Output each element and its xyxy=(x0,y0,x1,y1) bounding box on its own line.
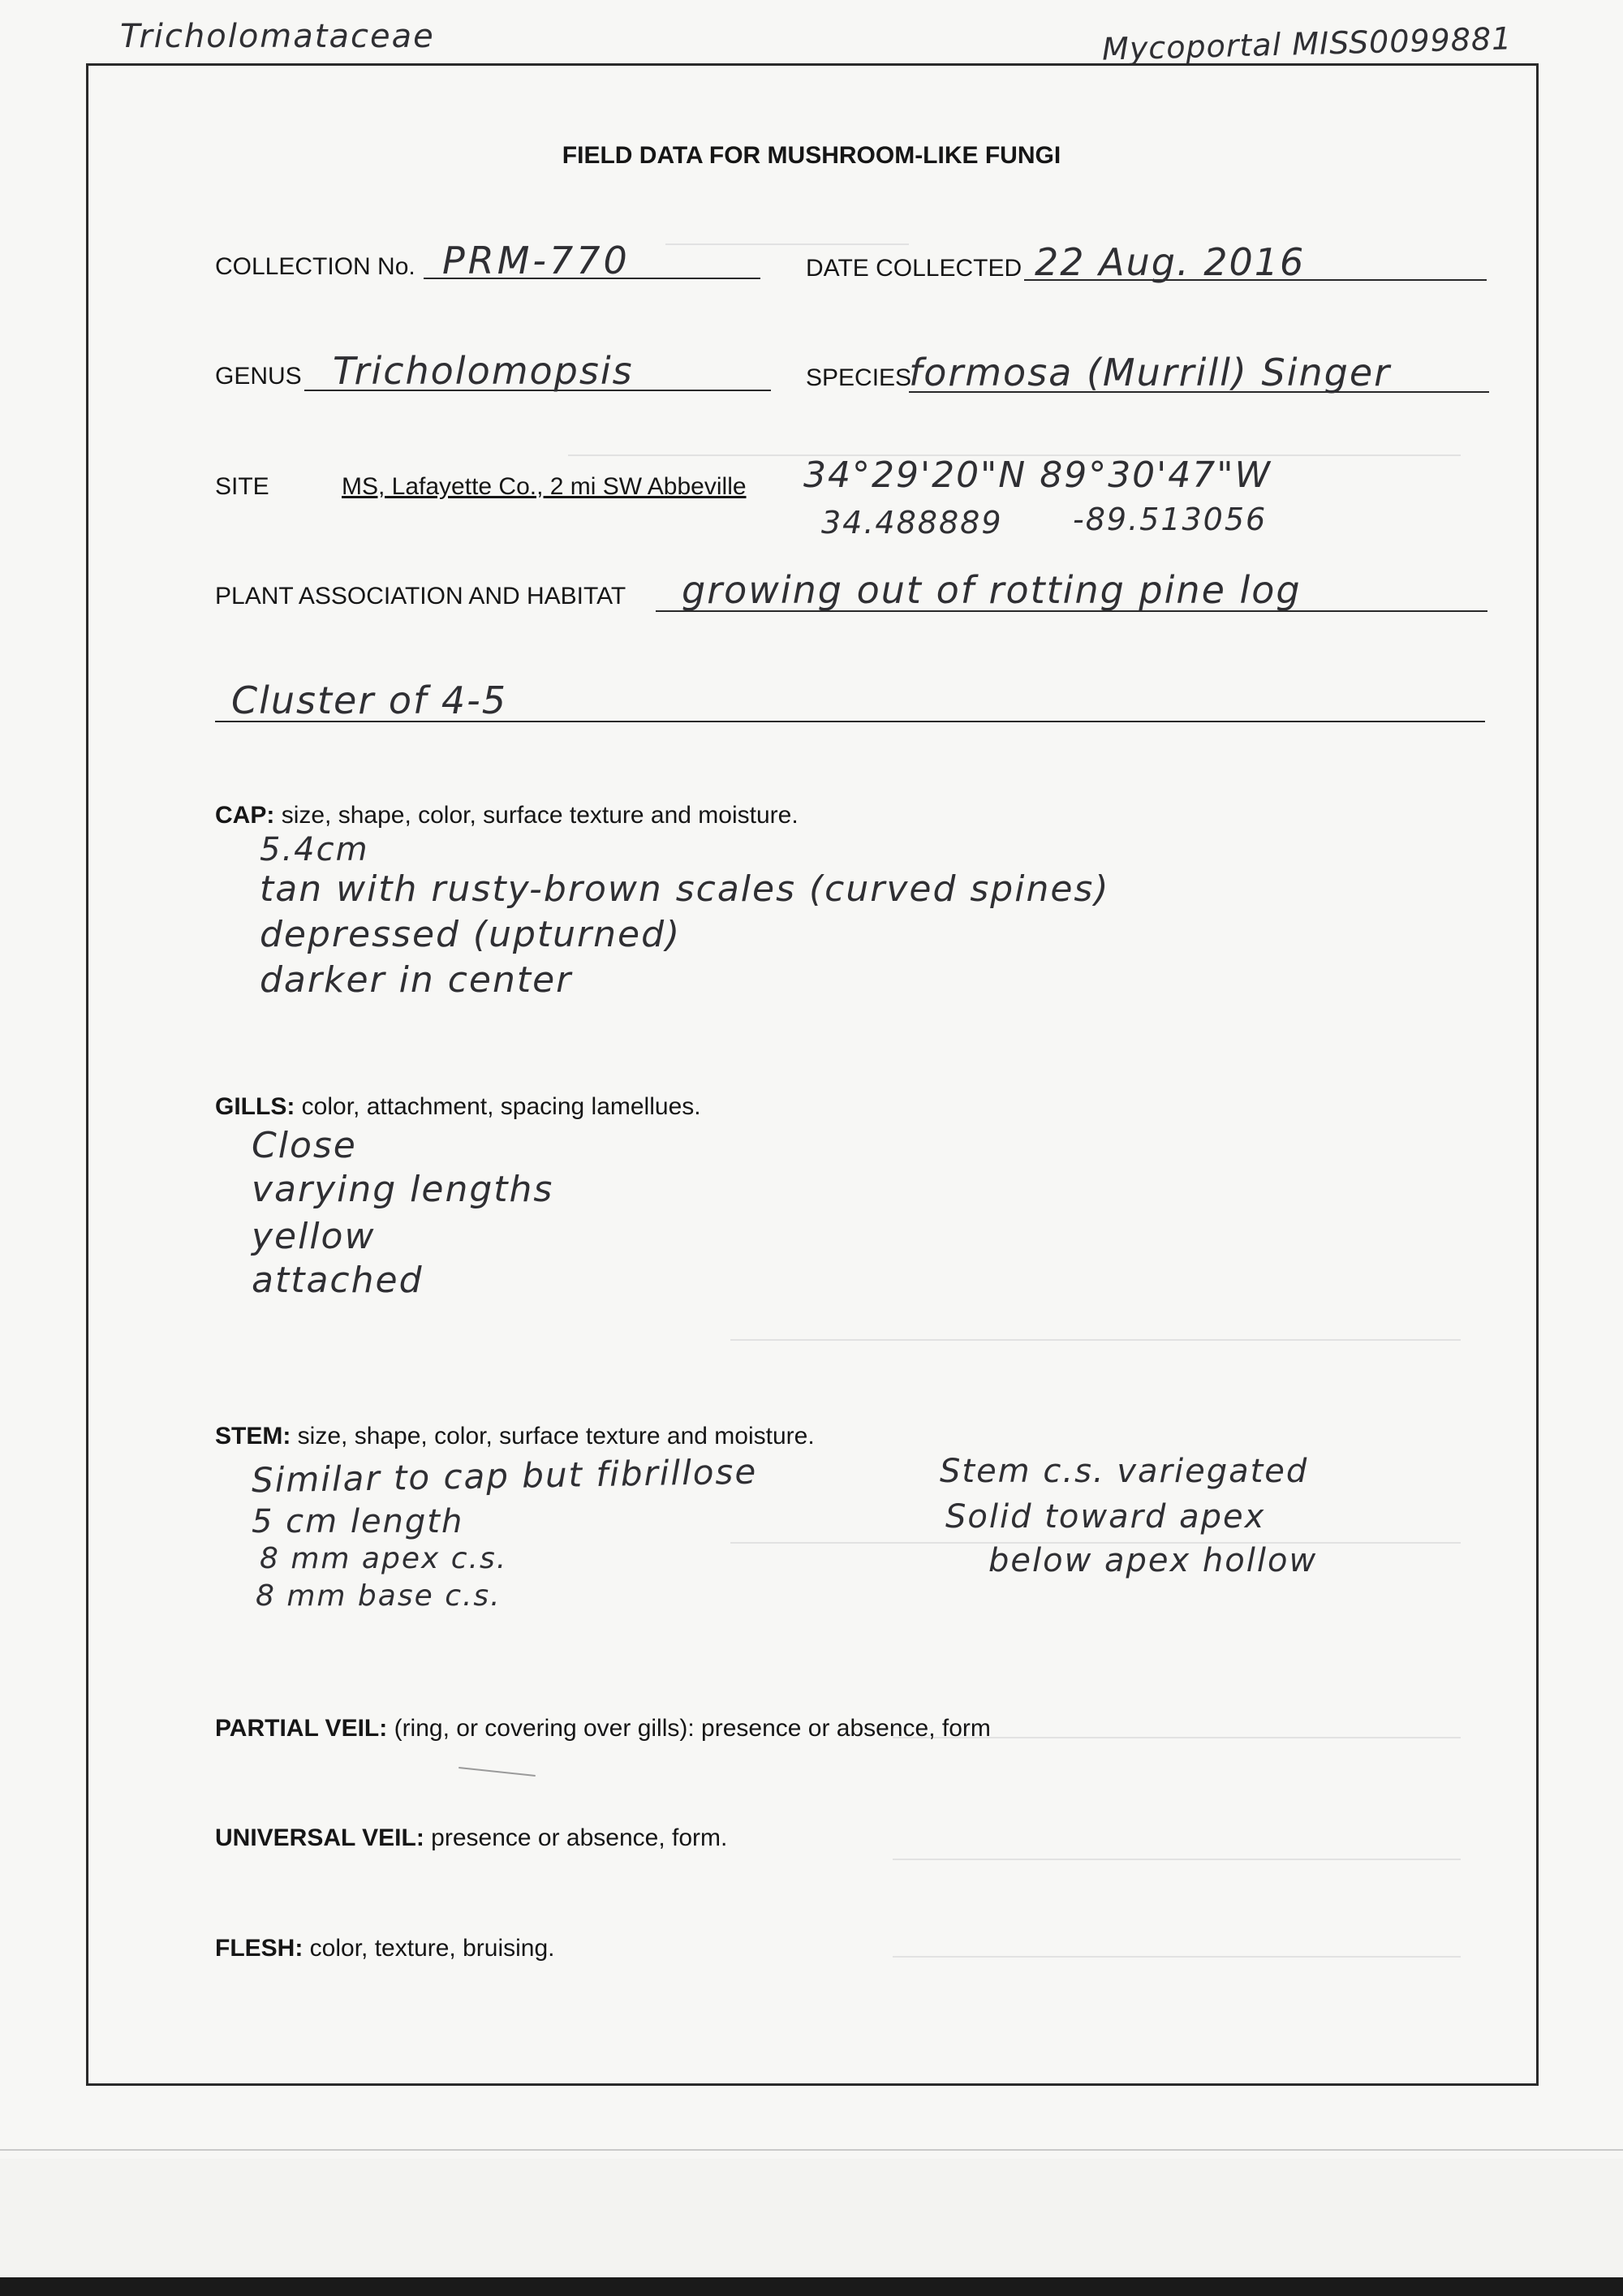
gills-label: GILLS: xyxy=(215,1093,295,1120)
cap-heading xyxy=(215,802,799,829)
stem-label: STEM: xyxy=(215,1423,291,1450)
partial-veil-label: PARTIAL VEIL: xyxy=(215,1715,388,1742)
gills-note-lengths: varying lengths xyxy=(252,1169,554,1210)
genus-value: Tricholomopsis xyxy=(333,349,634,393)
scanner-bottom-bar xyxy=(0,2277,1623,2296)
cap-note-shape: depressed (upturned) xyxy=(260,914,682,955)
habitat-value: growing out of rotting pine log xyxy=(682,568,1302,612)
gills-note-spacing: Close xyxy=(252,1125,357,1166)
stem-heading xyxy=(215,1423,815,1450)
gills-heading xyxy=(215,1093,701,1121)
flesh-description: color, texture, bruising. xyxy=(309,1935,555,1962)
cap-note-size: 5.4cm xyxy=(260,831,369,868)
partial-veil-heading xyxy=(215,1715,991,1742)
genus-label: GENUS xyxy=(215,363,302,390)
flesh-label: FLESH: xyxy=(215,1935,304,1962)
cap-note-color: tan with rusty-brown scales (curved spines) xyxy=(260,868,1110,910)
gills-note-attachment: attached xyxy=(252,1260,424,1301)
gills-description: color, attachment, spacing lamellues. xyxy=(301,1093,701,1120)
catalog-number-annotation: Mycoportal MISS0099881 xyxy=(1101,20,1513,67)
gills-note-color: yellow xyxy=(252,1216,376,1257)
stem-note-texture: Similar to cap but fibrillose xyxy=(251,1451,758,1501)
stem-note-solid: Solid toward apex xyxy=(945,1498,1266,1536)
collection-number-label: COLLECTION No. xyxy=(215,253,415,280)
form-title: FIELD DATA FOR MUSHROOM-LIKE FUNGI xyxy=(562,142,1061,169)
cap-note-center: darker in center xyxy=(260,959,573,1001)
cap-description: size, shape, color, surface texture and moisture. xyxy=(281,802,799,829)
collection-number-value: PRM-770 xyxy=(442,239,631,282)
site-coordinates-dms: 34°29'20"N 89°30'47"W xyxy=(803,454,1272,496)
stem-description: size, shape, color, surface texture and moisture. xyxy=(297,1423,815,1450)
site-coordinates-longitude: -89.513056 xyxy=(1073,502,1268,537)
site-value: MS, Lafayette Co., 2 mi SW Abbeville xyxy=(342,473,747,500)
stem-note-hollow: below apex hollow xyxy=(988,1542,1318,1579)
partial-veil-description: (ring, or covering over gills): presence or absence, form xyxy=(394,1715,991,1742)
universal-veil-heading xyxy=(215,1824,727,1852)
stem-note-base: 8 mm base c.s. xyxy=(256,1579,502,1613)
date-collected-value: 22 Aug. 2016 xyxy=(1035,240,1306,284)
habitat-label: PLANT ASSOCIATION AND HABITAT xyxy=(215,583,626,610)
family-annotation: Tricholomataceae xyxy=(120,18,435,55)
universal-veil-description: presence or absence, form. xyxy=(431,1824,728,1851)
habitat-note: Cluster of 4-5 xyxy=(231,678,507,722)
universal-veil-label: UNIVERSAL VEIL: xyxy=(215,1824,424,1851)
species-label: SPECIES xyxy=(806,364,912,391)
site-coordinates-latitude: 34.488889 xyxy=(821,505,1003,541)
cap-label: CAP: xyxy=(215,802,275,829)
site-label: SITE xyxy=(215,473,269,500)
scan-edge xyxy=(0,2149,1623,2151)
stem-note-cross-section: Stem c.s. variegated xyxy=(940,1453,1309,1490)
flesh-heading xyxy=(215,1935,555,1962)
date-collected-label: DATE COLLECTED xyxy=(806,255,1022,282)
stem-note-apex: 8 mm apex c.s. xyxy=(260,1542,508,1575)
species-value: formosa (Murrill) Singer xyxy=(909,351,1392,394)
stem-note-length: 5 cm length xyxy=(252,1503,464,1540)
